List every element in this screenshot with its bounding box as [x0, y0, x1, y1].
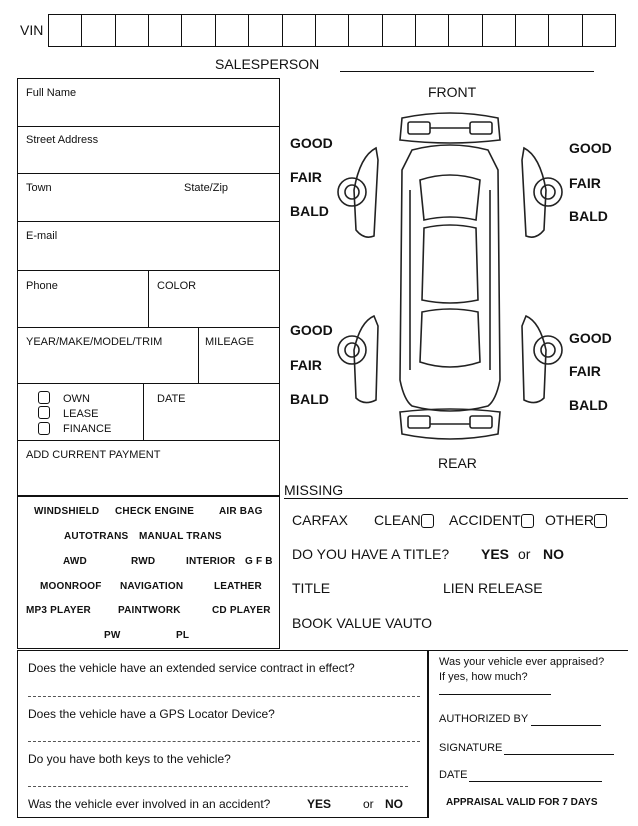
tire-rf-fair[interactable]: FAIR [569, 175, 601, 191]
how-much-line[interactable] [439, 694, 551, 695]
title-yes[interactable]: YES [481, 546, 510, 562]
date-field[interactable]: DATE [157, 393, 186, 405]
accident-label: ACCIDENT [449, 512, 521, 528]
answer-line-gps[interactable] [28, 741, 420, 742]
options-block [17, 496, 280, 649]
own-checkbox[interactable] [38, 391, 50, 404]
tire-lr-good[interactable]: GOOD [290, 322, 333, 338]
car-damage-diagram[interactable] [330, 100, 570, 455]
title-label[interactable]: TITLE [292, 580, 331, 596]
option-pw[interactable]: PW [104, 630, 121, 641]
clean-label: CLEAN [374, 512, 421, 528]
book-value-label[interactable]: BOOK VALUE VAUTO [292, 615, 433, 631]
tire-rr-good[interactable]: GOOD [569, 330, 612, 346]
authorized-by-line[interactable] [531, 725, 601, 726]
vin-input-cells[interactable] [48, 14, 616, 47]
appraisal-valid-note: APPRAISAL VALID FOR 7 DAYS [446, 797, 598, 808]
question-keys: Do you have both keys to the vehicle? [28, 752, 231, 766]
clean-checkbox[interactable] [421, 514, 434, 528]
accident-or: or [363, 797, 374, 811]
option-leather[interactable]: LEATHER [214, 581, 262, 592]
salesperson-line[interactable] [340, 71, 594, 72]
tire-rr-fair[interactable]: FAIR [569, 363, 601, 379]
other-label: OTHER [545, 512, 594, 528]
missing-label: MISSING [284, 482, 344, 498]
accident-checkbox[interactable] [521, 514, 534, 528]
appraisal-date-line[interactable] [469, 781, 602, 782]
question-service-contract: Does the vehicle have an extended service contract in effect? [28, 661, 355, 675]
own-label: OWN [63, 393, 90, 405]
finance-checkbox[interactable] [38, 422, 50, 435]
ymmt-field[interactable]: YEAR/MAKE/MODEL/TRIM [26, 336, 163, 348]
option-paintwork[interactable]: PAINTWORK [118, 605, 181, 616]
question-accident: Was the vehicle ever involved in an accident? [28, 797, 271, 811]
appraised-question: Was your vehicle ever appraised? [439, 656, 605, 668]
option-gfb[interactable]: G F B [245, 556, 273, 567]
option-manual-trans[interactable]: MANUAL TRANS [139, 531, 222, 542]
color-field[interactable]: COLOR [157, 280, 197, 292]
option-mp3-player[interactable]: MP3 PLAYER [26, 605, 91, 616]
tire-rf-good[interactable]: GOOD [569, 140, 612, 156]
add-payment-field[interactable]: ADD CURRENT PAYMENT [26, 449, 161, 461]
question-gps: Does the vehicle have a GPS Locator Device? [28, 707, 275, 721]
title-question: DO YOU HAVE A TITLE? [292, 546, 450, 562]
answer-line-service-contract[interactable] [28, 696, 420, 697]
option-pl[interactable]: PL [176, 630, 190, 641]
option-air-bag[interactable]: AIR BAG [219, 506, 263, 517]
tire-lf-bald[interactable]: BALD [290, 203, 329, 219]
accident-yes[interactable]: YES [307, 797, 332, 811]
tire-lf-good[interactable]: GOOD [290, 135, 333, 151]
signature-line[interactable] [504, 754, 614, 755]
town-field[interactable]: Town [26, 182, 52, 194]
option-moonroof[interactable]: MOONROOF [40, 581, 102, 592]
title-or: or [518, 546, 531, 562]
option-autotrans[interactable]: AUTOTRANS [64, 531, 129, 542]
title-no[interactable]: NO [543, 546, 564, 562]
full-name-field[interactable]: Full Name [26, 87, 77, 99]
questions-block [17, 650, 428, 818]
option-windshield[interactable]: WINDSHIELD [34, 506, 100, 517]
tire-rf-bald[interactable]: BALD [569, 208, 608, 224]
tire-lr-fair[interactable]: FAIR [290, 357, 322, 373]
finance-label: FINANCE [63, 423, 112, 435]
tire-lr-bald[interactable]: BALD [290, 391, 329, 407]
carfax-label: CARFAX [292, 512, 349, 528]
rear-label: REAR [438, 455, 477, 471]
appraisal-date-label: DATE [439, 769, 468, 781]
state-zip-field[interactable]: State/Zip [184, 182, 229, 194]
accident-no[interactable]: NO [385, 797, 403, 811]
phone-field[interactable]: Phone [26, 280, 58, 292]
lien-release-label[interactable]: LIEN RELEASE [443, 580, 543, 596]
option-cd-player[interactable]: CD PLAYER [212, 605, 271, 616]
option-navigation[interactable]: NAVIGATION [120, 581, 184, 592]
lease-label: LEASE [63, 408, 99, 420]
tire-lf-fair[interactable]: FAIR [290, 169, 322, 185]
authorized-by-label: AUTHORIZED BY [439, 713, 529, 725]
option-interior[interactable]: INTERIOR [186, 556, 236, 567]
vin-label: VIN [20, 22, 44, 38]
option-awd[interactable]: AWD [63, 556, 87, 567]
salesperson-label: SALESPERSON [215, 56, 320, 72]
email-field[interactable]: E-mail [26, 230, 58, 242]
signature-label: SIGNATURE [439, 742, 503, 754]
other-checkbox[interactable] [594, 514, 607, 528]
tire-rr-bald[interactable]: BALD [569, 397, 608, 413]
street-address-field[interactable]: Street Address [26, 134, 99, 146]
answer-line-keys[interactable] [28, 786, 408, 787]
option-rwd[interactable]: RWD [131, 556, 156, 567]
how-much-question: If yes, how much? [439, 671, 528, 683]
front-label: FRONT [428, 84, 477, 100]
lease-checkbox[interactable] [38, 406, 50, 419]
mileage-field[interactable]: MILEAGE [205, 336, 254, 348]
option-check-engine[interactable]: CHECK ENGINE [115, 506, 195, 517]
